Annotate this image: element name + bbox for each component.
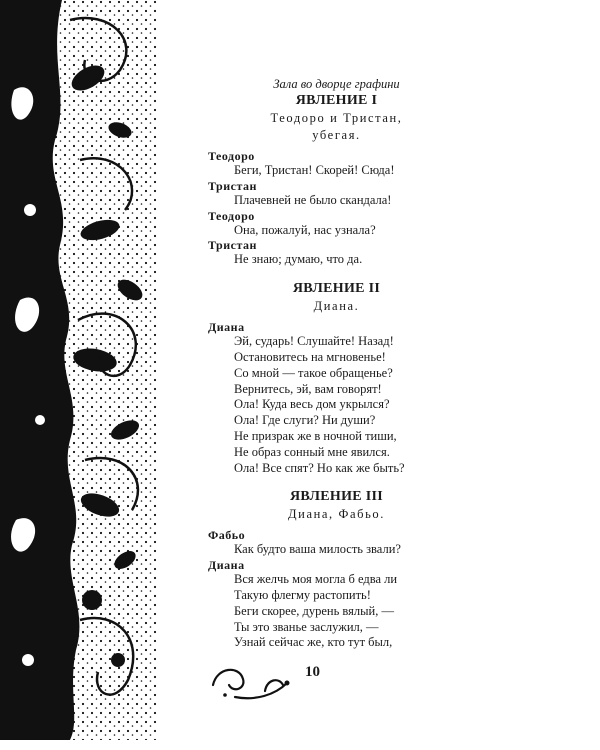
verse-line: Беги, Тристан! Скорей! Сюда!: [234, 163, 395, 177]
verse-line: Узнай сейчас же, кто тут был,: [234, 635, 393, 650]
verse-line: Эй, сударь! Слушайте! Назад!: [234, 334, 394, 349]
verse-line: Вернитесь, эй, вам говорят!: [234, 381, 382, 396]
verse-line: Не знаю; думаю, что да.: [234, 252, 363, 267]
verse-line: Как будто ваша милость звали?: [234, 542, 401, 557]
verse-line: Со мной — такое обращенье?: [234, 365, 393, 380]
speaker-name: Диана: [208, 320, 245, 335]
verse-line: Остановитесь на мгновенье!: [234, 349, 386, 364]
flourish-ornament-icon: [205, 655, 300, 705]
speaker-name: Тристан: [208, 178, 257, 193]
speaker-name: Тристан: [208, 238, 257, 253]
scene-title: ЯВЛЕНИЕ I: [295, 93, 378, 108]
verse-line: Не призрак же в ночной тиши,: [234, 428, 397, 443]
scene-title: ЯВЛЕНИЕ II: [292, 281, 381, 297]
verse-line: Она, пожалуй, нас узнала?: [234, 222, 376, 237]
verse-line: Ты это званье заслужил, —: [234, 619, 379, 634]
scene-title: ЯВЛЕНИЕ III: [290, 489, 383, 505]
speaker-name: Теодоро: [208, 208, 255, 223]
speaker-name: Диана: [208, 558, 245, 573]
scene-cast: Диана, Фабьо.: [288, 507, 385, 522]
floral-ornament-border: [0, 0, 160, 750]
verse-line: Вся желчь моя могла б едва ли: [234, 572, 398, 587]
page-number: 10: [305, 664, 320, 680]
verse-line: Плачевней не было скандала!: [234, 192, 392, 207]
verse-line: Ола! Все спят? Но как же быть?: [234, 460, 405, 475]
play-text: [208, 76, 413, 651]
speaker-name: Теодоро: [208, 149, 255, 163]
verse-line: Беги скорее, дурень вялый, —: [234, 603, 394, 618]
verse-line: Ола! Где слуги? Ни души?: [234, 413, 376, 428]
verse-line: Такую флегму растопить!: [234, 587, 371, 602]
speaker-name: Фабьо: [208, 528, 246, 543]
scene-cast: Теодоро и Тристан, убегая.: [270, 111, 403, 142]
location-heading: Зала во дворце графини: [273, 77, 400, 91]
scene-cast: Диана.: [313, 299, 360, 314]
verse-line: Не образ сонный мне явился.: [234, 444, 390, 459]
verse-line: Ола! Куда весь дом укрылся?: [234, 397, 390, 412]
